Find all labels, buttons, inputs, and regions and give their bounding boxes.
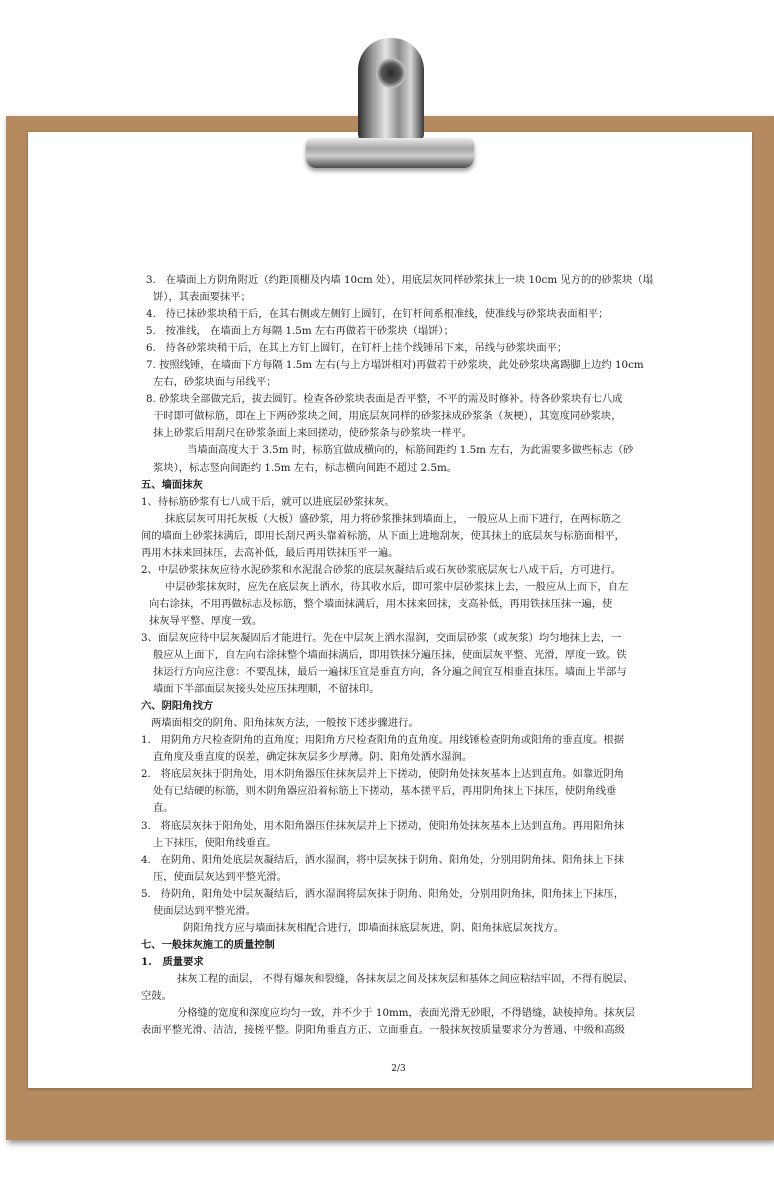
text-line: 使面层达到平整光滑。 xyxy=(153,904,256,917)
text-line: 3、面层灰应待中层灰凝固后才能进行。先在中层灰上洒水湿润，交面层砂浆（或灰浆）均匀地抹上去，一 xyxy=(141,631,622,644)
text-line: 4. 待已抹砂浆块稍干后，在其右侧或左侧钉上圆钉，在钉杆间系根准线，使准线与砂浆块表面相平； xyxy=(146,308,609,321)
text-line: 上下抹压，使阳角线垂直。 xyxy=(153,836,277,849)
text-line: 左右，砂浆块面与吊线平； xyxy=(153,376,277,389)
text-line: 表面平整光滑、洁洁，接槎平整。阴阳角垂直方正、立面垂直。一般抹灰按质量要求分为普通、中级和高级 xyxy=(141,1024,625,1037)
text-line: 4. 在阴角、阳角处底层灰凝结后，洒水湿润，将中层灰抹于阴角、阳角处，分别用阴角抹、阳角抹上下抹 xyxy=(141,853,625,866)
text-line: 1. 质量要求 xyxy=(141,955,204,968)
clip-base xyxy=(306,138,474,168)
text-line: 再用木抹来回抹压，去高补低，最后再用铁抹压平一遍。 xyxy=(141,546,399,559)
text-line: 分格缝的宽度和深度应均匀一致，并不少于 10mm，表面光滑无砂眼，不得错缝，缺棱掉角。抹灰层 xyxy=(177,1007,636,1020)
text-line: 阴阳角找方应与墙面抹灰相配合进行，即墙面抹底层灰进，阴、阳角抹底层灰找方。 xyxy=(183,921,564,934)
text-line: 般应从上面下，自左向右涂抹整个墙面抹满后，即用铁抹分遍压抹，使面层灰平整、光滑，厚度一致。铁 xyxy=(153,649,627,662)
text-line: 7. 按照线锤，在墙面下方每隔 1.5m 左右(与上方塌饼相对)再做若干砂浆块，此处砂浆块离踢脚上边约 10cm xyxy=(146,359,644,372)
text-line: 1. 用阴角方尺检查阴角的直角度；用阳角方尺检查阳角的直角度。用线锤检查阴角或阳角的垂直度。根据 xyxy=(141,734,625,747)
text-line: 直。 xyxy=(153,802,174,815)
text-line: 直角度及垂直度的误差，确定抹灰层多少厚薄。阴、阳角处洒水湿润。 xyxy=(153,751,473,764)
text-line: 抹灰工程的面层， 不得有爆灰和裂缝，各抹灰层之间及抹灰层和基体之间应粘结牢固，不得有脱层、 xyxy=(177,972,634,985)
text-line: 5. 待阴角，阳角处中层灰凝结后，洒水湿润将层灰抹于阴角、阳角处，分别用阴角抹，阳角抹上下抹压， xyxy=(141,887,625,900)
text-line: 干时即可做标筋，即在上下两砂浆块之间，用底层灰同样的砂浆抹成砂浆条（灰梗），其宽度同砂浆块， xyxy=(153,410,622,423)
text-line: 墙面下半部面层灰接头处应压抹理顺，不留抹印。 xyxy=(153,683,380,696)
text-line: 抹底层灰可用托灰板（大板）盛砂浆，用力将砂浆推抹到墙面上， 一般应从上而下进行，在两标筋之 xyxy=(165,512,622,525)
text-line: 6. 待各砂浆块稍干后，在其上方钉上圆钉，在钉杆上挂个线锤吊下来，吊线与砂浆块面平； xyxy=(146,342,568,355)
text-line: 中层砂浆抹灰时，应先在底层灰上洒水，待其收水后，即可浆中层砂浆抹上去，一般应从上而下，自左 xyxy=(165,580,629,593)
clipboard-clip xyxy=(358,38,424,142)
text-line: 2、中层砂浆抹灰应待水泥砂浆和水泥混合砂浆的底层灰凝结后或石灰砂浆底层灰七八成干后，方可进行。 xyxy=(141,563,622,576)
text-line: 间的墙面上砂浆抹满后，即用长刮尺两头靠着标筋，从下面上进地刮灰，使其抹上的底层灰与标筋面相平， xyxy=(141,529,625,542)
text-line: 七、一般抹灰施工的质量控制 xyxy=(141,938,275,951)
text-line: 当墙面高度大于 3.5m 时，标筋宜做成横向的，标筋间距约 1.5m 左右，为此需要多做些标志（砂 xyxy=(187,444,634,457)
document-text xyxy=(141,272,656,1078)
text-line: 5. 按准线， 在墙面上方每隔 1.5m 左右再做若干砂浆块（塌饼）； xyxy=(146,325,454,338)
text-line: 抹运行方向应注意：不要乱抹，最后一遍抹压宜是垂直方向，各分遍之间宜互相垂直抹压。墙面上半部与 xyxy=(153,666,627,679)
text-line: 两墙面相交的阴角、阳角抹灰方法，一般按下述步骤进行。 xyxy=(151,717,419,730)
text-line: 8. 砂浆块全部做完后，拔去圆钉。检查各砂浆块表面是否平整，不平的需及时修补。待各砂浆块有七八成 xyxy=(146,393,623,406)
text-line: 抹上砂浆后用刮尺在砂浆条面上来回搓动，使砂浆条与砂浆块一样平。 xyxy=(153,427,473,440)
text-line: 五、墙面抹灰 xyxy=(141,478,203,491)
text-line: 饼），其表面要抹平； xyxy=(153,291,251,304)
page-number: 2/3 xyxy=(391,1064,406,1075)
text-line: 向右涂抹，不用再做标志及标筋，整个墙面抹满后，用木抹来回抹，支高补低，再用铁抹压抹一遍，使 xyxy=(149,597,613,610)
text-line: 浆块），标志竖向间距约 1.5m 左右，标志横向间距不超过 2.5m。 xyxy=(153,461,458,474)
text-line: 抹灰导平整、厚度一致。 xyxy=(149,614,263,627)
text-line: 3. 将底层灰抹于阳角处，用木阳角器压住抹灰层并上下搓动，使阳角处抹灰基本上达到直角。再用阳角抹 xyxy=(141,819,625,832)
text-line: 3. 在墙面上方阴角附近（约距顶棚及内墙 10cm 处），用底层灰同样砂浆抹上一块 10cm 见方的的砂浆块（塌 xyxy=(146,274,654,286)
text-line: 压，使面层灰达到平整光滑。 xyxy=(153,870,287,883)
clip-hole xyxy=(376,58,406,88)
text-line: 六、阴阳角找方 xyxy=(141,700,214,713)
text-line: 空鼓。 xyxy=(141,989,172,1002)
text-line: 2. 将底层灰抹于阴角处，用木阴角器压住抹灰层并上下搓动，使阴角处抹灰基本上达到直角。如靠近阴角 xyxy=(141,768,625,781)
text-line: 1、待标筋砂浆有七八成干后，就可以进底层砂浆抹灰。 xyxy=(141,495,395,508)
text-line: 处有已结硬的标筋，则木阴角器应沿着标筋上下搓动，基本搓平后，再用阴角抹上下抹压，使阴角线垂 xyxy=(153,785,617,798)
